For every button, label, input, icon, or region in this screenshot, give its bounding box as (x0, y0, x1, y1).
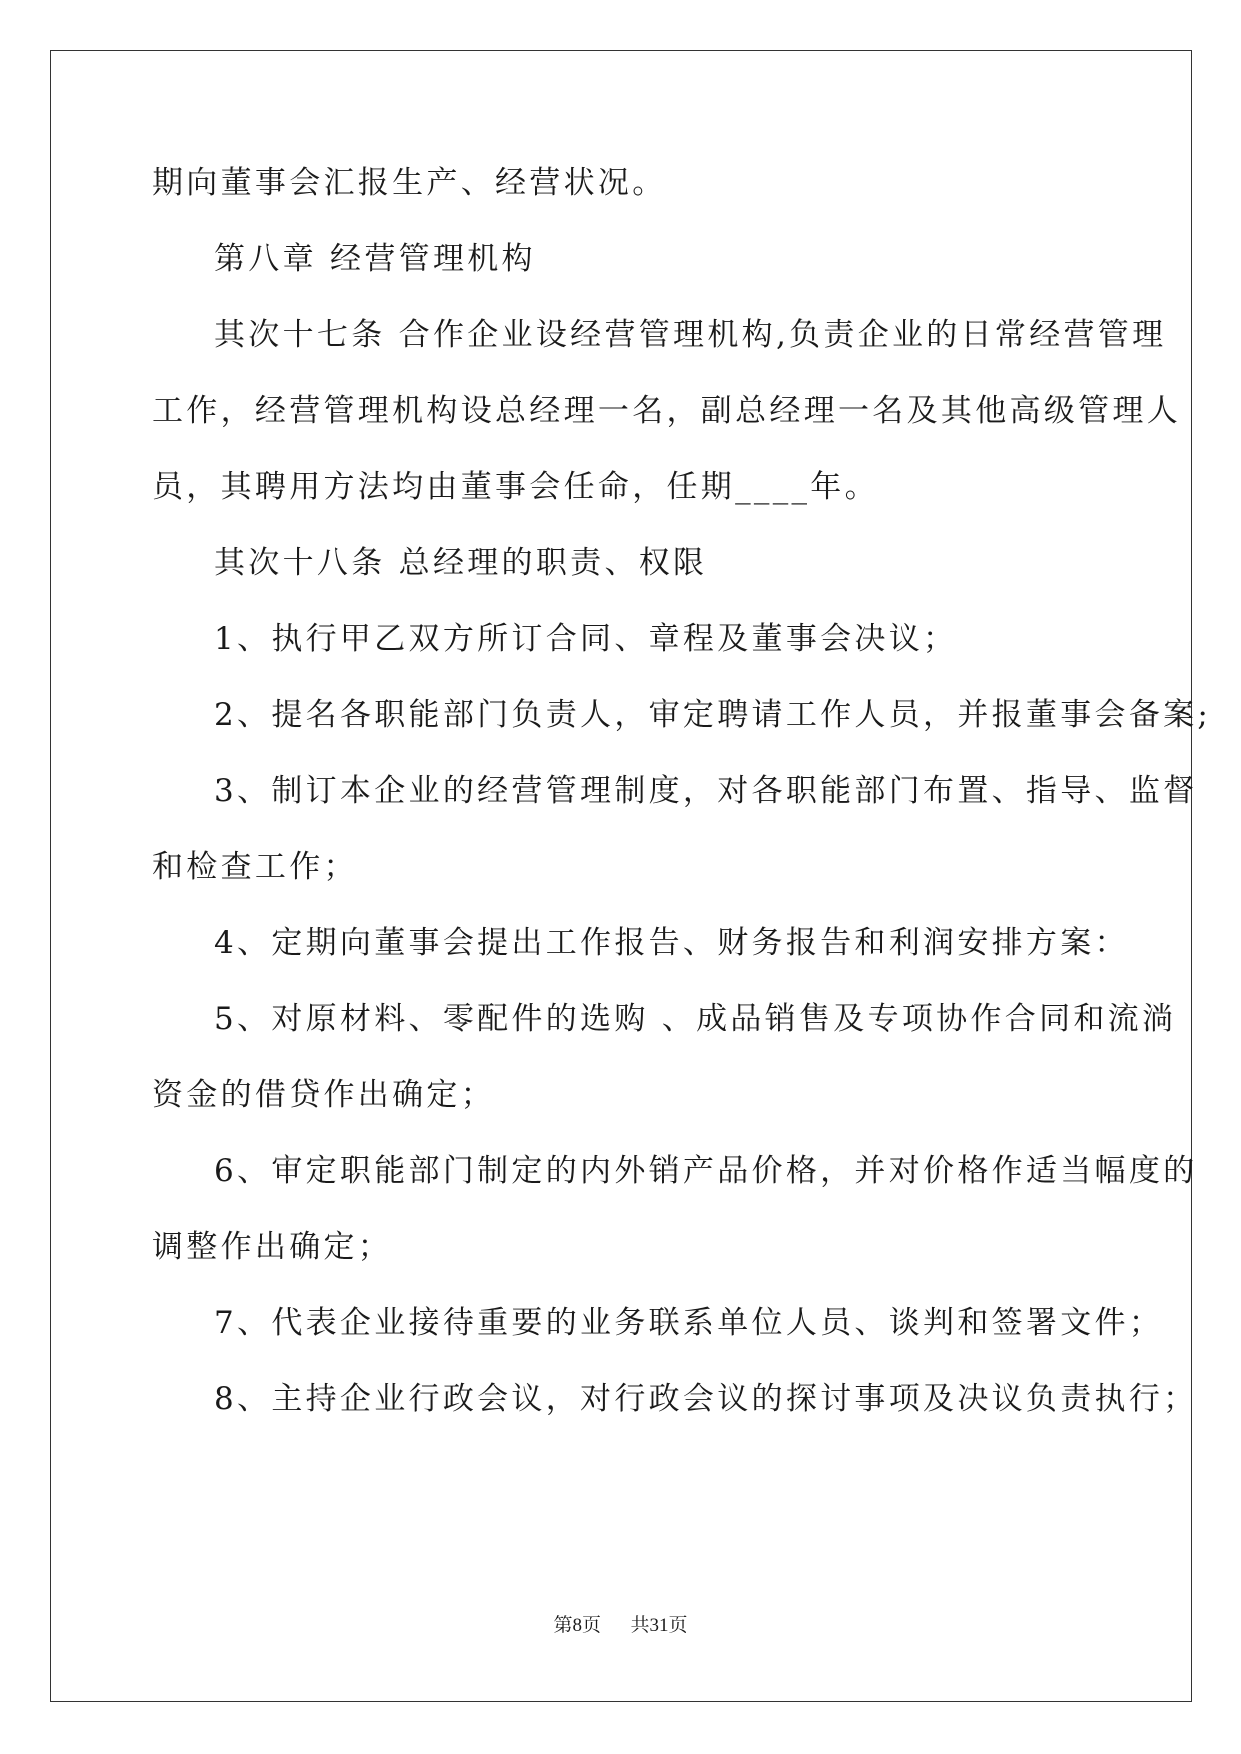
paragraph-line: 员，其聘用方法均由董事会任命，任期____年。 (152, 469, 879, 505)
list-item-3: 3、制订本企业的经营管理制度，对各职能部门布置、指导、监督 (214, 773, 1198, 809)
paragraph-line: 期向董事会汇报生产、经营状况。 (152, 165, 667, 201)
list-item-5: 5、对原材料、零配件的选购 、成品销售及专项协作合同和流淌 (214, 1001, 1177, 1037)
list-item-2: 2、提名各职能部门负责人，审定聘请工作人员，并报董事会备案; (214, 697, 1212, 733)
list-item-7: 7、代表企业接待重要的业务联系单位人员、谈判和签署文件； (214, 1305, 1164, 1341)
list-item-3-cont: 和检查工作； (152, 849, 358, 885)
list-item-8: 8、主持企业行政会议，对行政会议的探讨事项及决议负责执行； (214, 1381, 1198, 1417)
page-footer (0, 1610, 1241, 1637)
article-27-line: 其次十七条 合作企业设经营管理机构,负责企业的日常经营管理 (214, 317, 1167, 353)
chapter-heading: 第八章 经营管理机构 (214, 241, 536, 277)
paragraph-line: 工作，经营管理机构设总经理一名，副总经理一名及其他高级管理人 (152, 393, 1181, 429)
list-item-4: 4、定期向董事会提出工作报告、财务报告和利润安排方案： (214, 925, 1129, 961)
list-item-6-cont: 调整作出确定； (152, 1229, 393, 1265)
list-item-1: 1、执行甲乙双方所订合同、章程及董事会决议； (214, 621, 958, 657)
total-pages: 共31页 (630, 1615, 688, 1636)
page-number: 第8页 (553, 1615, 601, 1636)
list-item-5-cont: 资金的借贷作出确定； (152, 1077, 495, 1113)
list-item-6: 6、审定职能部门制定的内外销产品价格，并对价格作适当幅度的 (214, 1153, 1198, 1189)
article-28-heading: 其次十八条 总经理的职责、权限 (214, 545, 708, 581)
